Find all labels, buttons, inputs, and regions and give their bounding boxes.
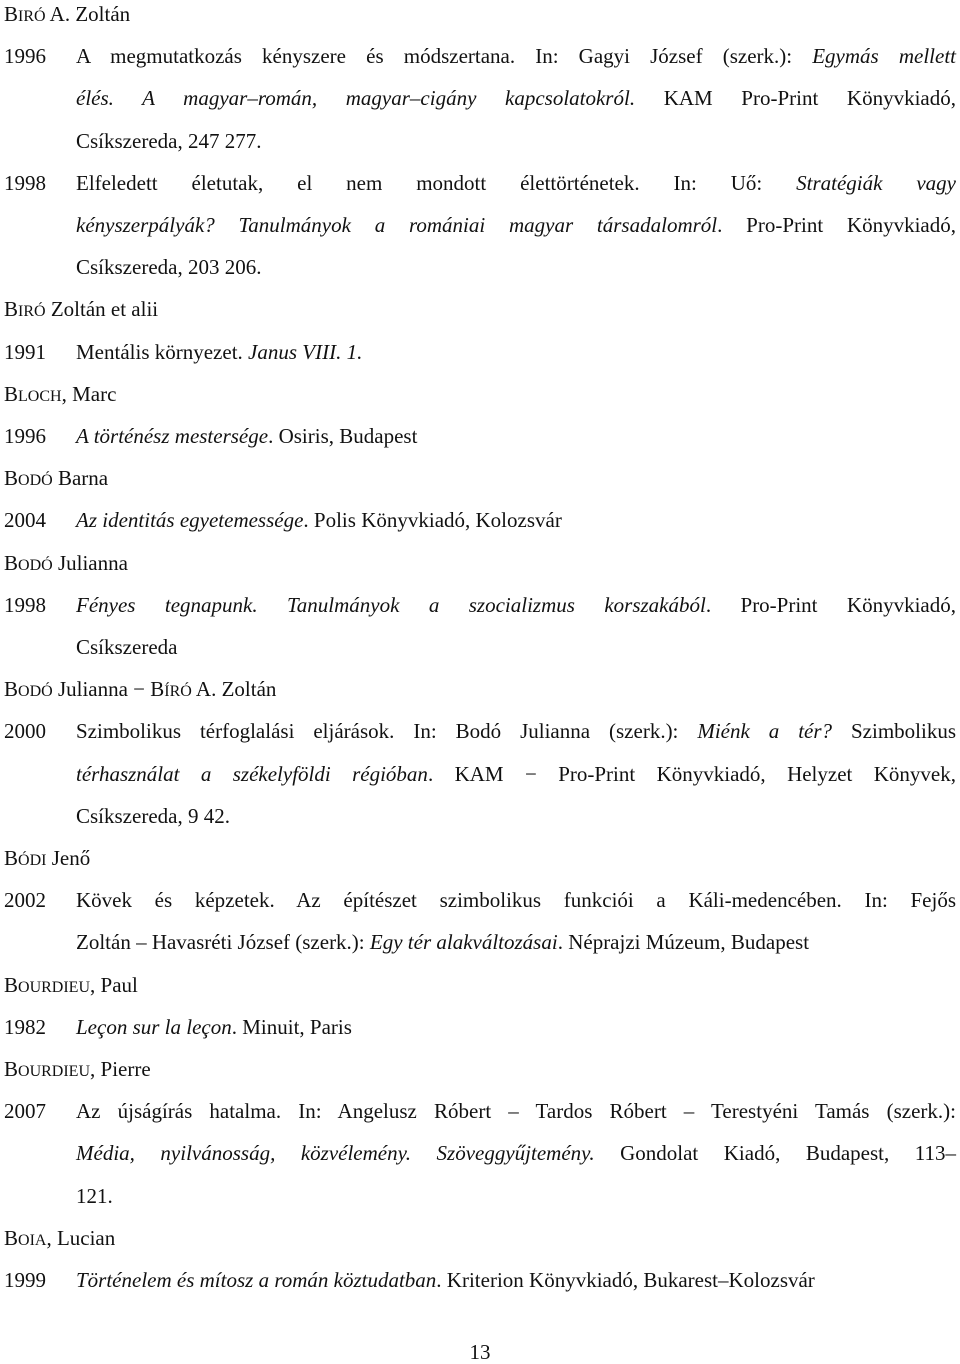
entry-text: KAM Pro-Print Könyvkiadó, — [635, 86, 956, 111]
author-initial: B — [4, 1057, 19, 1081]
author-name-rest: Barna — [52, 466, 109, 491]
author-small-caps: OURDIEU — [18, 1063, 91, 1080]
entry-line — [76, 593, 956, 617]
author-initial: B — [4, 846, 19, 870]
entry-text: . Pro-Print Könyvkiadó, — [705, 592, 957, 617]
entry-year: 2007 — [4, 1099, 46, 1124]
entry-line — [76, 1015, 956, 1039]
entry-year: 2004 — [4, 508, 46, 533]
italic-title: Janus VIII. 1. — [248, 339, 363, 364]
bibliography-entry — [4, 1015, 956, 1057]
page-number: 13 — [469, 1340, 491, 1364]
italic-title: Egymás mellett — [812, 44, 956, 69]
author-heading — [4, 382, 116, 409]
author-heading — [4, 973, 138, 1000]
author-name-rest: Jenő — [46, 846, 91, 870]
entry-line — [76, 719, 956, 743]
italic-title: A történész mestersége — [76, 424, 269, 448]
entry-year: 1998 — [4, 592, 46, 617]
italic-title: Az identitás egyetemessége — [76, 508, 304, 533]
author-small-caps: LOCH — [18, 387, 62, 405]
author-initial: B — [4, 466, 19, 491]
author-small-caps: OURDIEU — [18, 978, 91, 996]
bibliography-entry — [4, 340, 956, 382]
bibliography-entry — [4, 888, 956, 972]
author-heading — [4, 551, 128, 578]
entry-line — [76, 635, 956, 659]
entry-line — [76, 762, 956, 786]
author-name-rest: , Lucian — [46, 1225, 116, 1250]
entry-year: 2002 — [4, 888, 46, 913]
author-initial: B — [4, 677, 19, 702]
author-name-rest: A. Zoltán — [45, 2, 131, 26]
entry-year: 1996 — [4, 424, 46, 448]
entry-text: Szimbolikus — [832, 719, 957, 744]
author-initial: B — [4, 381, 19, 406]
author-small-caps: ODÓ — [18, 683, 53, 701]
entry-text: . Pro-Print Könyvkiadó, — [717, 212, 957, 237]
entry-text: Gondolat Kiadó, Budapest, 113– — [594, 1141, 957, 1166]
entry-text: . Polis Könyvkiadó, Kolozsvár — [303, 508, 562, 533]
entry-text: Szimbolikus térfoglalási eljárások. In: Bodó Julianna (szerk.): — [76, 719, 698, 744]
entry-line — [76, 424, 956, 448]
italic-title: Történelem és mítosz a román köztudatban — [76, 1268, 437, 1292]
author-initial: B — [4, 2, 19, 26]
coauthor-small-caps: ÍRÓ — [164, 683, 192, 701]
entry-text: . Minuit, Paris — [231, 1014, 352, 1039]
author-heading — [4, 1057, 151, 1084]
author-initial: B — [4, 297, 19, 322]
italic-title: élés. A magyar–román, magyar–cigány kapcsolatokról. — [76, 86, 636, 111]
italic-title: Stratégiák vagy — [796, 170, 956, 195]
entry-year: 1982 — [4, 1014, 46, 1039]
entry-text: . Néprajzi Múzeum, Budapest — [557, 930, 810, 955]
entry-text: Kövek és képzetek. Az építészet szimbolikus funkciói a Káli-medencében. In: Fejős — [76, 888, 956, 913]
entry-text: A megmutatkozás kényszere és módszertana. In: Gagyi József (szerk.): — [76, 44, 813, 69]
coauthor-initial: B — [150, 677, 165, 702]
bibliography-entry — [4, 593, 956, 677]
entry-line — [76, 171, 956, 195]
author-name-rest: , Marc — [61, 381, 117, 406]
bibliography-entry — [4, 719, 956, 846]
bibliography-entry — [4, 508, 956, 550]
author-small-caps: IRÓ — [18, 303, 46, 321]
entry-text: Csíkszereda, 203 206. — [76, 255, 262, 280]
author-heading — [4, 2, 130, 29]
entry-line — [76, 213, 956, 237]
entry-line — [76, 86, 956, 110]
italic-title: térhasználat a székelyföldi régióban — [76, 761, 428, 786]
author-name-rest: , Paul — [90, 972, 138, 997]
italic-title: Fényes tegnapunk. Tanulmányok a szocializmus korszakából — [76, 592, 706, 617]
entry-line — [76, 44, 956, 68]
author-heading — [4, 466, 108, 493]
bibliography-entry — [4, 44, 956, 171]
italic-title: Leçon sur la leçon — [76, 1014, 232, 1039]
author-small-caps: ÓDI — [18, 852, 47, 869]
entry-text: 121. — [76, 1183, 113, 1208]
entry-text: . Kriterion Könyvkiadó, Bukarest–Kolozsvár — [436, 1268, 815, 1292]
author-small-caps: OIA — [18, 1231, 47, 1249]
entry-line — [76, 1184, 956, 1208]
italic-title: Média, nyilvánosság, közvélemény. Szöveggyűjtemény. — [76, 1141, 595, 1166]
author-heading — [4, 677, 276, 704]
author-small-caps: ODÓ — [18, 556, 53, 574]
author-initial: B — [4, 1225, 19, 1250]
entry-text: Mentális környezet. — [76, 339, 249, 364]
entry-line — [76, 1268, 956, 1292]
entry-line — [76, 930, 956, 954]
bibliography-entry — [4, 1099, 956, 1226]
author-heading — [4, 297, 158, 324]
author-initial: B — [4, 972, 19, 997]
entry-text: Az újságírás hatalma. In: Angelusz Róbert – Tardos Róbert – Terestyéni Tamás (szerk.): — [76, 1099, 956, 1124]
bibliography-entry — [4, 171, 956, 298]
entry-year: 2000 — [4, 719, 46, 744]
entry-text: . Osiris, Budapest — [268, 424, 418, 448]
entry-year: 1999 — [4, 1268, 46, 1292]
author-name-rest: , Pierre — [90, 1057, 151, 1081]
italic-title: kényszerpályák? Tanulmányok a romániai magyar társadalomról — [76, 212, 718, 237]
entry-line — [76, 1141, 956, 1165]
entry-line — [76, 129, 956, 153]
author-name-rest: Julianna − — [52, 677, 151, 702]
coauthor-name-rest: A. Zoltán — [191, 677, 277, 702]
entry-line — [76, 340, 956, 364]
italic-title: Miénk a tér? — [697, 719, 833, 744]
entry-text: Csíkszereda, 9 42. — [76, 803, 230, 828]
author-small-caps: IRÓ — [18, 8, 46, 25]
entry-line — [76, 508, 956, 532]
author-initial: B — [4, 550, 19, 575]
entry-text: . KAM − Pro-Print Könyvkiadó, Helyzet Könyvek, — [427, 761, 956, 786]
entry-text: Csíkszereda, 247 277. — [76, 128, 262, 153]
bibliography-entry — [4, 1268, 956, 1310]
entry-line — [76, 255, 956, 279]
entry-line — [76, 888, 956, 912]
entry-line — [76, 804, 956, 828]
author-heading — [4, 846, 90, 873]
author-heading — [4, 1226, 115, 1253]
entry-year: 1998 — [4, 170, 46, 195]
bibliography-entry — [4, 424, 956, 466]
italic-title: Egy tér alakváltozásai — [369, 930, 558, 955]
author-name-rest: Julianna — [52, 550, 128, 575]
entry-text: Csíkszereda — [76, 634, 178, 659]
entry-text: Zoltán – Havasréti József (szerk.): — [76, 930, 370, 955]
entry-year: 1996 — [4, 44, 46, 69]
entry-year: 1991 — [4, 339, 46, 364]
author-name-rest: Zoltán et alii — [45, 297, 159, 322]
entry-text: Elfeledett életutak, el nem mondott élettörténetek. In: Uő: — [76, 170, 797, 195]
entry-line — [76, 1099, 956, 1123]
author-small-caps: ODÓ — [18, 472, 53, 490]
